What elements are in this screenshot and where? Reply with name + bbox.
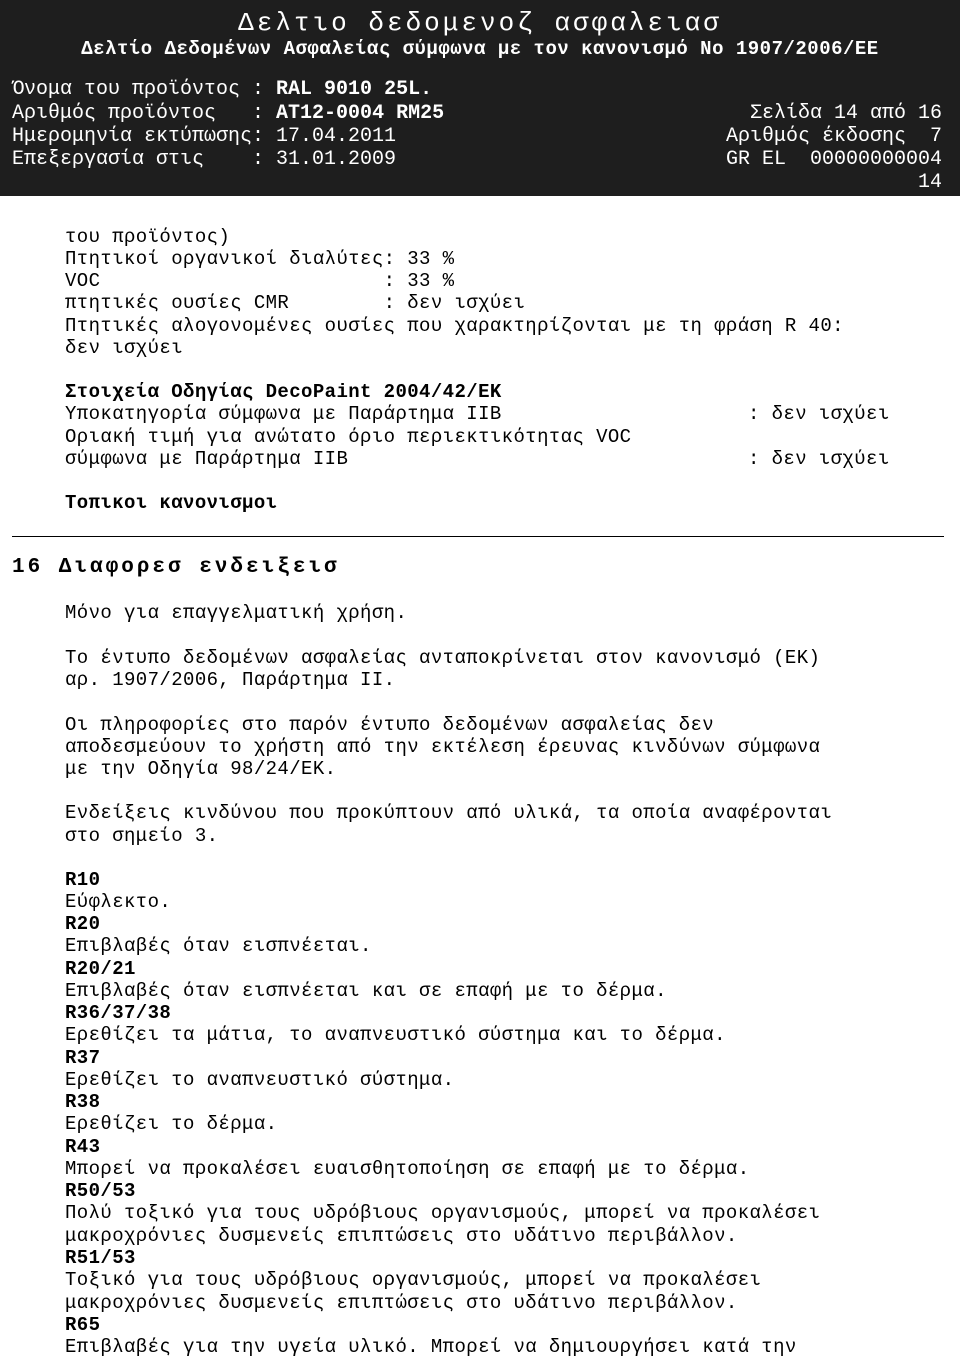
r-phrase-text: Τοξικό για τους υδρόβιους οργανισμούς, μπορεί να προκαλέσει: [65, 1269, 762, 1291]
paragraph-line: στο σημείο 3.: [65, 825, 219, 847]
page-info: Σελίδα 14 από 16: [749, 102, 942, 125]
section-divider: [12, 536, 944, 537]
version-number: Αριθμός έκδοσης 7: [725, 125, 942, 148]
r-phrase-code: R43: [65, 1136, 101, 1158]
r-phrase-code: R20/21: [65, 958, 136, 980]
product-name-row: [12, 78, 942, 102]
product-name-value: RAL 9010 25L.: [276, 78, 433, 101]
revised-date: Επεξεργασία στις : 31.01.2009: [12, 148, 397, 171]
product-number-label: Αριθμός προϊόντος :: [12, 102, 277, 125]
decopaint-row1-value: : δεν ισχύει: [748, 403, 890, 425]
r-phrase-text: Επιβλαβές όταν εισπνέεται και σε επαφή με το δέρμα.: [65, 980, 667, 1002]
r-phrase-code: R10: [65, 869, 101, 891]
paragraph-line: Ενδείξεις κινδύνου που προκύπτουν από υλικά, τα οποία αναφέρονται: [65, 802, 833, 824]
r-phrase-text: Επιβλαβές όταν εισπνέεται.: [65, 935, 372, 957]
r-phrase-text: Εύφλεκτο.: [65, 891, 172, 913]
r-phrase-text: Ερεθίζει το αναπνευστικό σύστημα.: [65, 1069, 455, 1091]
paragraph-line: αρ. 1907/2006, Παράρτημα II.: [65, 669, 396, 691]
r-phrase-code: R20: [65, 913, 101, 935]
document-header: [0, 0, 960, 196]
decopaint-row2-value: : δεν ισχύει: [748, 448, 890, 470]
document-code-page: 14: [917, 171, 942, 194]
r-phrase-code: R50/53: [65, 1180, 136, 1202]
revised-row: [12, 148, 942, 172]
r-phrase-text: Πολύ τοξικό για τους υδρόβιους οργανισμούς, μπορεί να προκαλέσει: [65, 1202, 821, 1224]
document-subtitle: Δελτίο Δεδομένων Ασφαλείας σύμφωνα με τον κανονισμό Νο 1907/2006/ΕΕ: [81, 38, 879, 60]
paragraph-line: με την Οδηγία 98/24/ΕΚ.: [65, 758, 337, 780]
print-date-row: [12, 125, 942, 149]
r-phrase-text: Επιβλαβές για την υγεία υλικό. Μπορεί να δημιουργήσει κατά την: [65, 1336, 797, 1358]
text-line: πτητικές ουσίες CMR : δεν ισχύει: [65, 292, 526, 314]
r-phrase-text: Μπορεί να προκαλέσει ευαισθητοποίηση σε επαφή με το δέρμα.: [65, 1158, 750, 1180]
print-date: Ημερομηνία εκτύπωσης: 17.04.2011: [12, 125, 397, 148]
r-phrase-code: R37: [65, 1047, 101, 1069]
r-phrase-text: μακροχρόνιες δυσμενείς επιπτώσεις στο υδάτινο περιβάλλον.: [65, 1225, 738, 1247]
paragraph-line: αποδεσμεύουν το χρήστη από την εκτέλεση έρευνας κινδύνων σύμφωνα: [65, 736, 821, 758]
document-title: Δελτιο δεδομενοζ ασφαλειασ: [238, 8, 722, 38]
text-line: του προϊόντος): [65, 226, 231, 248]
r-phrase-code: R38: [65, 1091, 101, 1113]
product-number-row: [12, 102, 942, 126]
text-line: δεν ισχύει: [65, 337, 184, 359]
paragraph-line: Μόνο για επαγγελματική χρήση.: [65, 602, 408, 624]
r-phrase-code: R51/53: [65, 1247, 136, 1269]
product-name-label: Όνομα του προϊόντος :: [12, 78, 277, 101]
text-line: Πτητικοί οργανικοί διαλύτες: 33 %: [65, 248, 455, 270]
text-line: VOC : 33 %: [65, 270, 455, 292]
paragraph-line: Το έντυπο δεδομένων ασφαλείας ανταποκρίνεται στον κανονισμό (ΕΚ): [65, 647, 821, 669]
local-regulations-heading: Τοπικοι κανονισμοι: [65, 492, 278, 514]
r-phrase-text: Ερεθίζει το δέρμα.: [65, 1113, 278, 1135]
document-code: GR EL 00000000004: [725, 148, 942, 171]
decopaint-heading: Στοιχεία Οδηγίας DecoPaint 2004/42/ΕΚ: [65, 381, 502, 403]
decopaint-row2-label: Οριακή τιμή για ανώτατο όριο περιεκτικότητας VOC: [65, 426, 632, 448]
paragraph-line: Οι πληροφορίες στο παρόν έντυπο δεδομένων ασφαλείας δεν: [65, 714, 715, 736]
decopaint-row1-label: Υποκατηγορία σύμφωνα με Παράρτημα IIB: [65, 403, 502, 425]
r-phrase-code: R36/37/38: [65, 1002, 172, 1024]
r-phrase-text: Ερεθίζει τα μάτια, το αναπνευστικό σύστημα και το δέρμα.: [65, 1024, 726, 1046]
text-line: Πτητικές αλογονομένες ουσίες που χαρακτηρίζονται με τη φράση R 40:: [65, 315, 844, 337]
r-phrase-code: R65: [65, 1314, 101, 1336]
section-16-title: 16 Διαφορεσ ενδειξεισ: [12, 556, 340, 579]
decopaint-row2-label-cont: σύμφωνα με Παράρτημα IIB: [65, 448, 349, 470]
product-number-value: AT12-0004 RM25: [276, 102, 445, 125]
r-phrase-text: μακροχρόνιες δυσμενείς επιπτώσεις στο υδάτινο περιβάλλον.: [65, 1292, 738, 1314]
